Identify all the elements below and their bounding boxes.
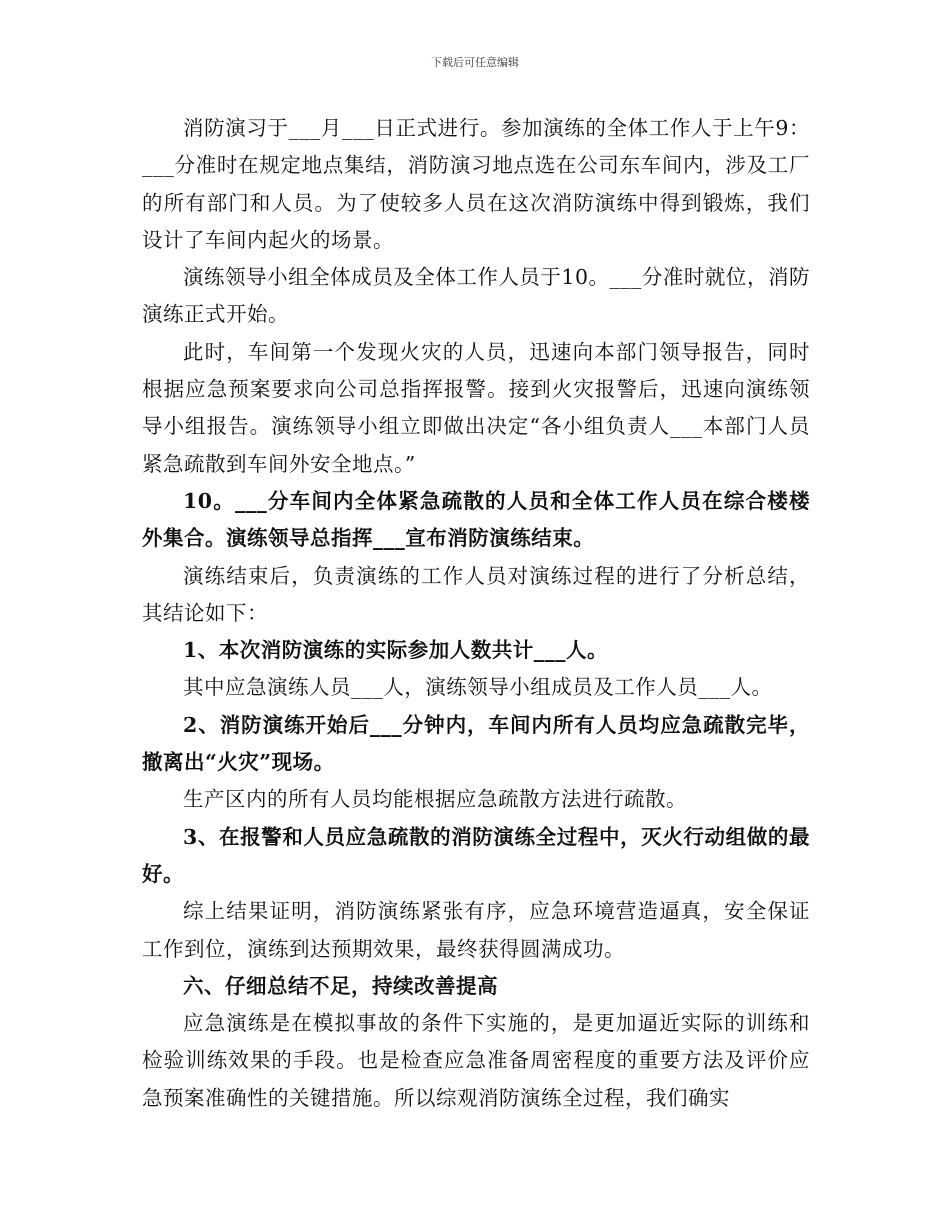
paragraph: 演练领导小组全体成员及全体工作人员于10。___分准时就位，消防演练正式开始。	[142, 265, 810, 327]
paragraph: 消防演习于___月___日正式进行。参加演练的全体工作人于上午9：___分准时在规定地点集结，消防演习地点选在公司东车间内，涉及工厂的所有部门和人员。为了使较多人员在这次消防演练中得到锻炼，我们设计了车间内起火的场景。	[142, 116, 810, 252]
paragraph: 演练结束后，负责演练的工作人员对演练过程的进行了分析总结，其结论如下：	[142, 563, 810, 625]
paragraph: 综上结果证明，消防演练紧张有序，应急环境营造逼真，安全保证工作到位，演练到达预期效果，最终获得圆满成功。	[142, 899, 810, 961]
section-heading: 六、仔细总结不足，持续改善提高	[183, 973, 498, 998]
paragraph: 其中应急演练人员___人，演练领导小组成员及工作人员___人。	[183, 675, 773, 700]
paragraph: 3、在报警和人员应急疏散的消防演练全过程中，灭火行动组做的最好。	[142, 824, 810, 886]
paragraph: 10。___分车间内全体紧急疏散的人员和全体工作人员在综合楼楼外集合。演练领导总指挥___宣布消防演练结束。	[142, 488, 810, 551]
paragraph: 生产区内的所有人员均能根据应急疏散方法进行疏散。	[183, 787, 687, 812]
document-body	[142, 110, 810, 1117]
paragraph: 此时，车间第一个发现火灾的人员，迅速向本部门领导报告，同时根据应急预案要求向公司总指挥报警。接到火灾报警后，迅速向演练领导小组报告。演练领导小组立即做出决定“各小组负责人___本部门人员紧急疏散到车间外安全地点。”	[142, 339, 810, 476]
paragraph: 2、消防演练开始后___分钟内，车间内所有人员均应急疏散完毕，撤离出“火灾”现场。	[142, 712, 810, 775]
paragraph: 1、本次消防演练的实际参加人数共计___人。	[183, 638, 609, 663]
page-header: 下载后可任意编辑	[431, 56, 519, 69]
paragraph: 应急演练是在模拟事故的条件下实施的，是更加逼近实际的训练和检验训练效果的手段。也是检查应急准备周密程度的重要方法及评价应急预案准确性的关键措施。所以综观消防演练全过程，我们确实	[142, 1011, 810, 1110]
